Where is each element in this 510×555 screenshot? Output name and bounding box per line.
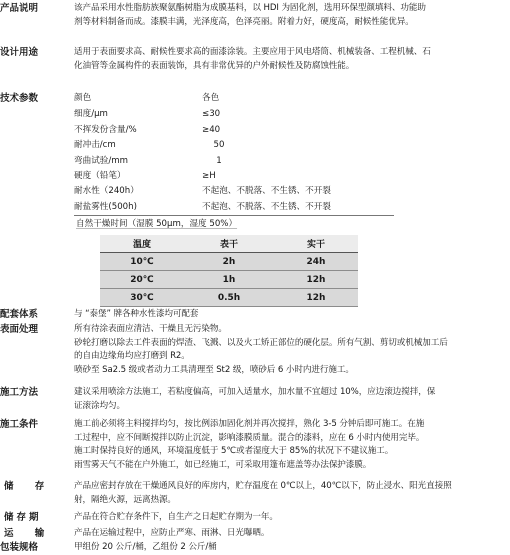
spec-key: 不挥发份含量/% — [74, 125, 137, 135]
text-line: 雨雪雾天气不能在户外施工，如已经施工，可采取用篷布遮盖等办法保护漆膜。 — [74, 459, 372, 470]
text-line: 化油管等金属构件的表面装饰，具有非常优异的户外耐候性及防腐蚀性能。 — [74, 60, 355, 71]
table-cell: 12h — [274, 289, 358, 307]
table-cell: 30℃ — [100, 289, 184, 307]
section-label: 施工条件 — [0, 419, 39, 430]
spec-row — [74, 108, 394, 121]
divider — [74, 215, 394, 216]
section-body: 与 “泰堡” 牌各种水性漆均可配套 — [74, 309, 199, 319]
section-body — [74, 2, 508, 29]
spec-value: ≥H — [202, 171, 216, 181]
spec-row — [74, 155, 394, 168]
spec-key: 弯曲试验/mm — [74, 156, 129, 166]
table-row — [100, 253, 358, 271]
spec-row — [74, 185, 394, 198]
curing-table-title: 自然干燥时间（湿膜 50μm，湿度 50%） — [76, 219, 238, 229]
table-header: 表干 — [184, 235, 274, 253]
table-header: 温度 — [100, 235, 184, 253]
spec-value: 各色 — [202, 93, 220, 103]
text-line: 喷砂至 Sa2.5 级或者动力工具清理至 St2 级，喷砂后 6 小时内进行施工。 — [74, 364, 354, 375]
section-label: 储存期 — [4, 512, 42, 523]
section-body — [74, 480, 508, 507]
text-line: 工过程中，应不间断搅拌以防止沉淀，影响漆膜质量。混合的漆料，应在 6 小时内使用完毕。 — [74, 432, 425, 443]
spec-key: 耐盐雾性(500h) — [74, 202, 137, 212]
text-line: 施工时保持良好的通风，环境温度低于 5℃或者湿度大于 85%的状况下不建议施工。 — [74, 446, 394, 456]
table-row — [100, 289, 358, 307]
table-cell: 10℃ — [100, 253, 184, 271]
table-header: 实干 — [274, 235, 358, 253]
section-label: 运 输 — [4, 528, 54, 539]
text-line: 适用于表面要求高、耐候性要求高的面漆涂装。主要应用于风电塔筒、机械装备、工程机械、石 — [74, 47, 431, 57]
section-label: 产品说明 — [0, 3, 39, 14]
spec-key: 耐冲击/cm — [74, 140, 116, 150]
section-body — [74, 386, 508, 413]
table-cell: 1h — [184, 271, 274, 289]
text-line: 建议采用喷涂方法施工，若粘度偏高，可加入适量水，加水量不宜超过 10%，应边滚边搅拌，保 — [74, 387, 436, 397]
section-body — [74, 46, 508, 73]
spec-key: 细度/μm — [74, 109, 108, 119]
spec-row — [74, 170, 394, 183]
spec-value: 50 — [213, 140, 225, 150]
section-body — [74, 323, 508, 377]
section-body: 产品在符合贮存条件下，自生产之日起贮存期为一年。 — [74, 512, 278, 522]
section-label: 设计用途 — [0, 47, 39, 58]
section-label: 储 存 — [4, 481, 54, 492]
text-line: 产品应密封存放在干燥通风良好的库房内，贮存温度在 0℃以上，40℃以下，防止浸水、阳光直接照 — [74, 481, 452, 491]
spec-value: ≥40 — [202, 125, 221, 135]
text-line: 射，隔绝火源，远离热源。 — [74, 494, 176, 505]
table-cell: 12h — [274, 271, 358, 289]
spec-key: 颜色 — [74, 93, 92, 103]
table-row — [100, 271, 358, 289]
section-label: 表面处理 — [0, 324, 39, 335]
spec-row — [74, 124, 394, 137]
text-line: 砂轮打磨以除去工件表面的焊渣、飞溅、以及火工矫正部位的硬化层。所有气割、剪切或机械加工后 — [74, 337, 448, 348]
drying-time-table — [100, 235, 358, 307]
spec-key: 耐水性（240h） — [74, 186, 139, 196]
section-label: 施工方法 — [0, 387, 39, 398]
spec-value: 1 — [216, 156, 222, 166]
table-cell: 0.5h — [184, 289, 274, 307]
section-label: 技术参数 — [0, 93, 39, 104]
table-cell: 2h — [184, 253, 274, 271]
spec-row — [74, 139, 394, 152]
section-body: 产品在运输过程中，应防止严寒、雨淋、日光曝晒。 — [74, 528, 270, 538]
spec-value: ≤30 — [202, 109, 221, 119]
table-cell: 20℃ — [100, 271, 184, 289]
table-cell: 24h — [274, 253, 358, 271]
text-line: 的自由边缘角均应打磨到 R2。 — [74, 351, 190, 361]
spec-key: 硬度（铅笔） — [74, 171, 126, 181]
spec-value: 不起泡、不脱落、不生锈、不开裂 — [202, 202, 331, 212]
table-header-row — [100, 235, 358, 253]
spec-value: 不起泡、不脱落、不生锈、不开裂 — [202, 186, 331, 196]
text-line: 该产品采用水性脂肪族聚氨酯树脂为成膜基料，以 HDI 为固化剂，选用环保型颜填料、功能助 — [74, 3, 426, 13]
section-body — [74, 418, 508, 472]
text-line: 施工前必须将主料搅拌均匀，按比例添加固化剂并再次搅拌，熟化 3-5 分钟后即可施工。在施 — [74, 419, 425, 429]
spec-row — [74, 201, 394, 214]
section-label: 配套体系 — [0, 309, 39, 320]
text-line: 剂等材料制备而成。漆膜丰满，光泽度高，色泽亮丽。附着力好，硬度高，耐候性能优异。 — [74, 16, 414, 27]
spec-row — [74, 92, 394, 105]
section-body: 甲组份 20 公斤/桶，乙组份 2 公斤/桶 — [74, 542, 217, 552]
section-label: 包装规格 — [0, 542, 39, 553]
text-line: 所有待涂表面应清洁、干燥且无污染物。 — [74, 324, 227, 334]
text-line: 证滚涂均匀。 — [74, 400, 125, 411]
